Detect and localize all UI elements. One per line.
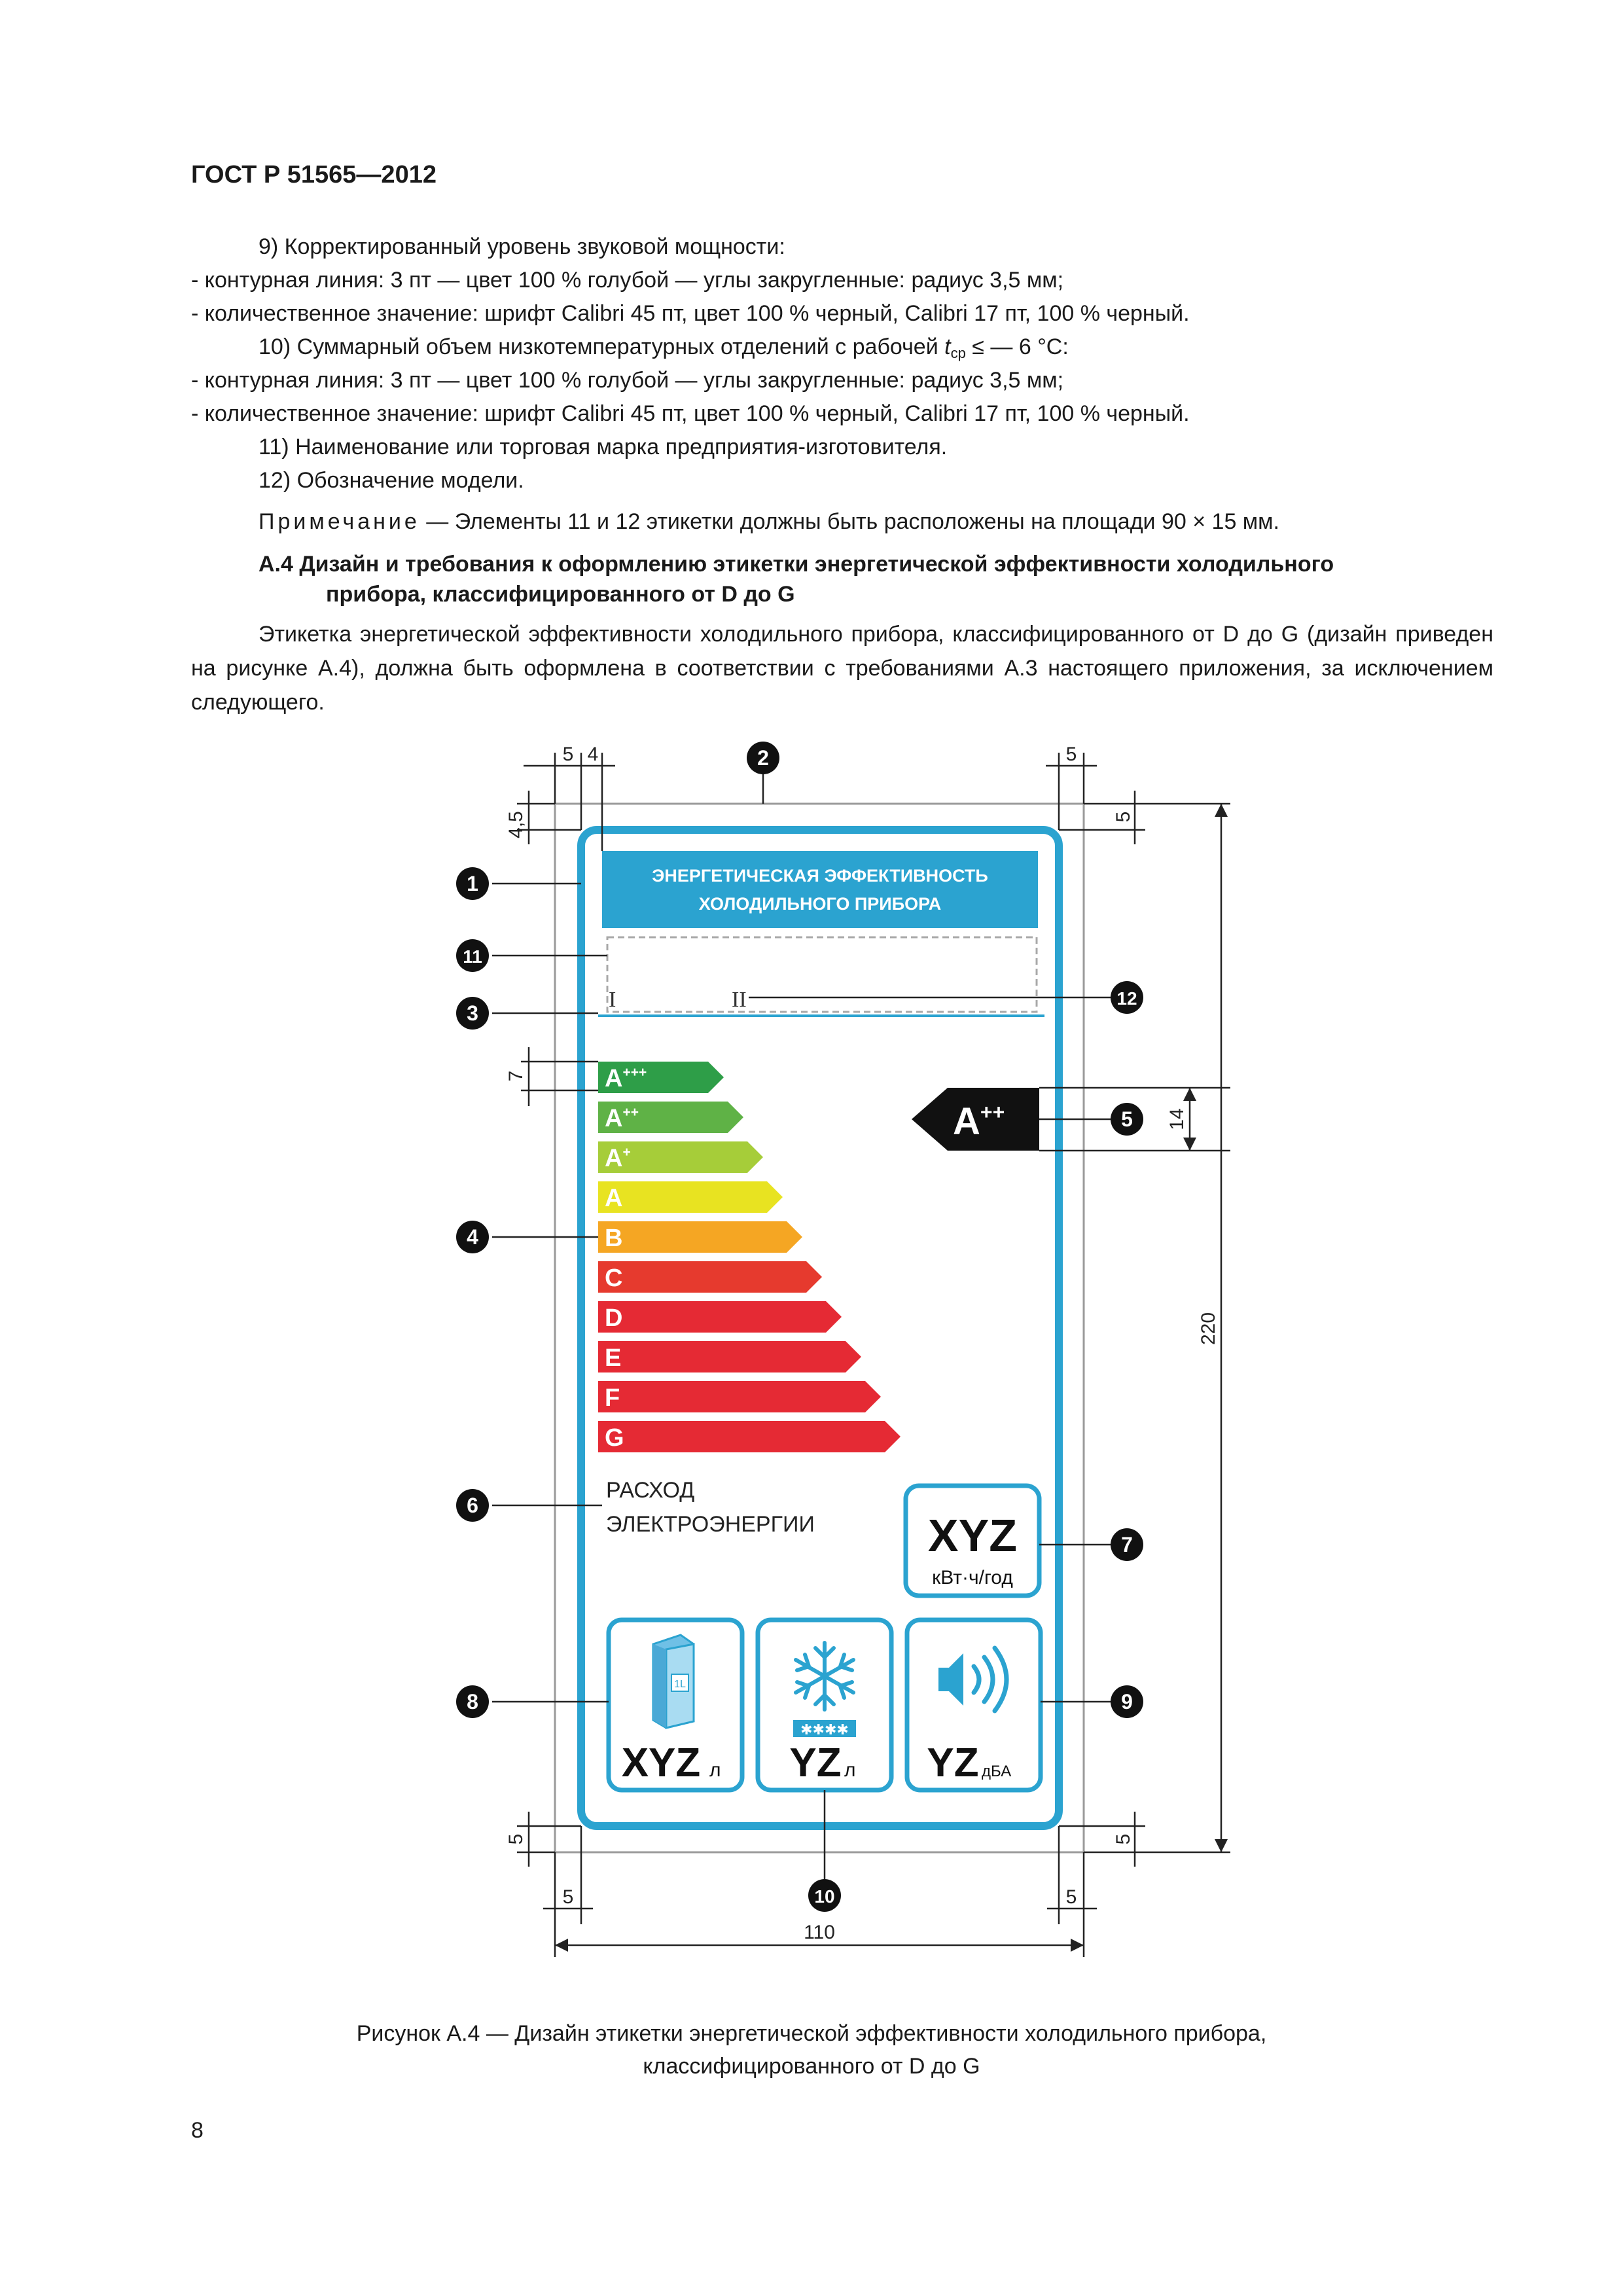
section-paragraph: Этикетка энергетической эффективности холодильного прибора, классифицированного от D до G (дизайн приведен на рисунке А.4), должна быть оформлена в соответствии с требованиями А.3 настоящего приложения, за исключением следующего. — [191, 622, 1493, 715]
energy-class-bar — [598, 1181, 783, 1213]
freezer-volume-value: YZ — [789, 1740, 842, 1785]
energy-class-bar — [598, 1301, 842, 1333]
label-title-band — [602, 851, 1038, 928]
energy-class-arrow — [598, 1181, 783, 1213]
marker-i: I — [609, 988, 616, 1012]
note-text: — Элементы 11 и 12 этикетки должны быть расположены на площади 90 × 15 мм. — [426, 509, 1280, 534]
energy-class-arrow — [598, 1141, 763, 1173]
energy-class-bar — [598, 1381, 881, 1412]
energy-class-arrow — [598, 1102, 743, 1133]
callout-number: 11 — [463, 946, 482, 967]
item-9-value: - количественное значение: шрифт Calibri 45 пт, цвет 100 % черный, Calibri 17 пт, 100 % черный. — [191, 301, 1190, 326]
section-heading-line2: прибора, классифицированного от D до G — [326, 582, 795, 607]
callout-number: 1 — [467, 872, 478, 895]
callout-12 — [1111, 981, 1143, 1014]
callout-4 — [456, 1221, 489, 1253]
dim-total-width: 110 — [804, 1922, 835, 1943]
callout-number: 2 — [757, 746, 769, 770]
dim-class-height: 7 — [505, 1070, 527, 1082]
callout-7 — [1111, 1528, 1143, 1561]
freezer-star-rating-text: ✱✱✱✱ — [800, 1722, 849, 1738]
item-10-post: ≤ — 6 °С: — [965, 334, 1069, 359]
item-10-value: - количественное значение: шрифт Calibri 45 пт, цвет 100 % черный, Calibri 17 пт, 100 % черный. — [191, 401, 1190, 426]
item-12: 12) Обозначение модели. — [259, 468, 524, 493]
callout-6 — [456, 1489, 489, 1522]
dim-left-a: 4,5 — [505, 811, 527, 838]
consumption-label-line1: РАСХОД — [606, 1478, 695, 1503]
page-number: 8 — [191, 2118, 204, 2143]
energy-class-label: F — [605, 1384, 620, 1412]
dim-indicator-height: 14 — [1166, 1108, 1188, 1130]
callout-number: 5 — [1121, 1107, 1133, 1131]
fresh-volume-value: XYZ — [621, 1740, 701, 1785]
milk-carton-volume-text: 1L — [674, 1679, 686, 1690]
item-10-outline: - контурная линия: 3 пт — цвет 100 % голубой — углы закругленные: радиус 3,5 мм; — [191, 368, 1064, 393]
section-heading-line1: А.4 Дизайн и требования к оформлению этикетки энергетической эффективности холодильного — [259, 552, 1334, 577]
dim-bottom-left-v: 5 — [505, 1833, 527, 1845]
callout-number: 8 — [467, 1690, 478, 1713]
callout-number: 12 — [1116, 988, 1137, 1009]
callout-1 — [456, 867, 489, 900]
consumption-label-line2: ЭЛЕКТРОЭНЕРГИИ — [606, 1512, 815, 1537]
dim-right-top: 5 — [1113, 811, 1134, 823]
energy-consumption-unit: кВт·ч/год — [932, 1567, 1013, 1588]
energy-class-label: C — [605, 1265, 623, 1292]
label-title-line1: ЭНЕРГЕТИЧЕСКАЯ ЭФФЕКТИВНОСТЬ — [652, 866, 988, 886]
callout-number: 6 — [467, 1494, 478, 1517]
dim-top-left-a: 5 — [562, 744, 574, 765]
energy-class-bar — [598, 1341, 861, 1372]
item-10-text: 10) Суммарный объем низкотемпературных отделений с рабочей — [259, 334, 945, 359]
energy-class-label: A — [605, 1185, 623, 1212]
figure-caption — [0, 2017, 1623, 2083]
callout-number: 9 — [1121, 1690, 1133, 1713]
dim-total-height: 220 — [1198, 1312, 1219, 1346]
callout-number: 10 — [814, 1886, 835, 1907]
callout-9 — [1111, 1685, 1143, 1718]
item-11: 11) Наименование или торговая марка предприятия-изготовителя. — [259, 435, 948, 459]
callout-number: 3 — [467, 1001, 478, 1025]
energy-class-arrow — [598, 1221, 802, 1253]
energy-class-label: B — [605, 1225, 623, 1252]
item-9: 9) Корректированный уровень звуковой мощности: — [259, 234, 785, 259]
item-9-outline: - контурная линия: 3 пт — цвет 100 % голубой — углы закругленные: радиус 3,5 мм; — [191, 268, 1064, 293]
item-10-sub: ср — [950, 345, 966, 361]
callout-number: 7 — [1121, 1533, 1133, 1556]
energy-class-arrow — [598, 1261, 822, 1293]
item-10-t: t — [944, 334, 951, 359]
energy-class-bar — [598, 1421, 901, 1452]
milk-carton-icon — [653, 1635, 694, 1728]
energy-class-label: E — [605, 1344, 622, 1372]
dim-bottom-left-h: 5 — [562, 1886, 574, 1908]
dim-top-left-b: 4 — [587, 744, 599, 765]
callout-5 — [1111, 1103, 1143, 1136]
noise-level-unit: дБА — [982, 1763, 1012, 1780]
noise-level-value: YZ — [927, 1740, 979, 1785]
freezer-volume-unit: л — [844, 1759, 856, 1781]
label-title-line2: ХОЛОДИЛЬНОГО ПРИБОРА — [698, 894, 942, 914]
energy-class-arrow — [598, 1421, 901, 1452]
energy-class-arrow — [598, 1062, 724, 1093]
callout-10 — [808, 1879, 841, 1912]
dim-bottom-right-h: 5 — [1065, 1886, 1077, 1908]
callout-8 — [456, 1685, 489, 1718]
energy-class-arrow — [598, 1381, 881, 1412]
energy-class-label: A++ — [605, 1105, 639, 1132]
energy-consumption-value: XYZ — [927, 1510, 1018, 1561]
dim-bottom-right-v: 5 — [1113, 1833, 1134, 1845]
class-indicator-label: A++ — [953, 1100, 1005, 1143]
energy-class-arrow — [598, 1301, 842, 1333]
document-header: ГОСТ Р 51565—2012 — [191, 161, 437, 188]
callout-3 — [456, 997, 489, 1030]
energy-class-arrow — [598, 1341, 861, 1372]
energy-class-label: G — [605, 1424, 624, 1452]
figure-caption-line2: классифицированного от D до G — [643, 2054, 980, 2079]
fresh-volume-unit: л — [709, 1759, 721, 1781]
energy-class-label: A+++ — [605, 1065, 647, 1092]
energy-class-bar — [598, 1261, 822, 1293]
energy-class-bar — [598, 1221, 802, 1253]
figure-caption-line1: Рисунок А.4 — Дизайн этикетки энергетической эффективности холодильного прибора, — [356, 2021, 1267, 2046]
energy-class-label: D — [605, 1304, 623, 1332]
callout-11 — [456, 939, 489, 972]
note-label: Примечание — [259, 509, 420, 534]
dim-top-right: 5 — [1065, 744, 1077, 765]
callout-number: 4 — [467, 1225, 478, 1249]
energy-class-label: A+ — [605, 1145, 631, 1172]
marker-ii: II — [732, 988, 747, 1012]
callout-2 — [747, 742, 779, 774]
